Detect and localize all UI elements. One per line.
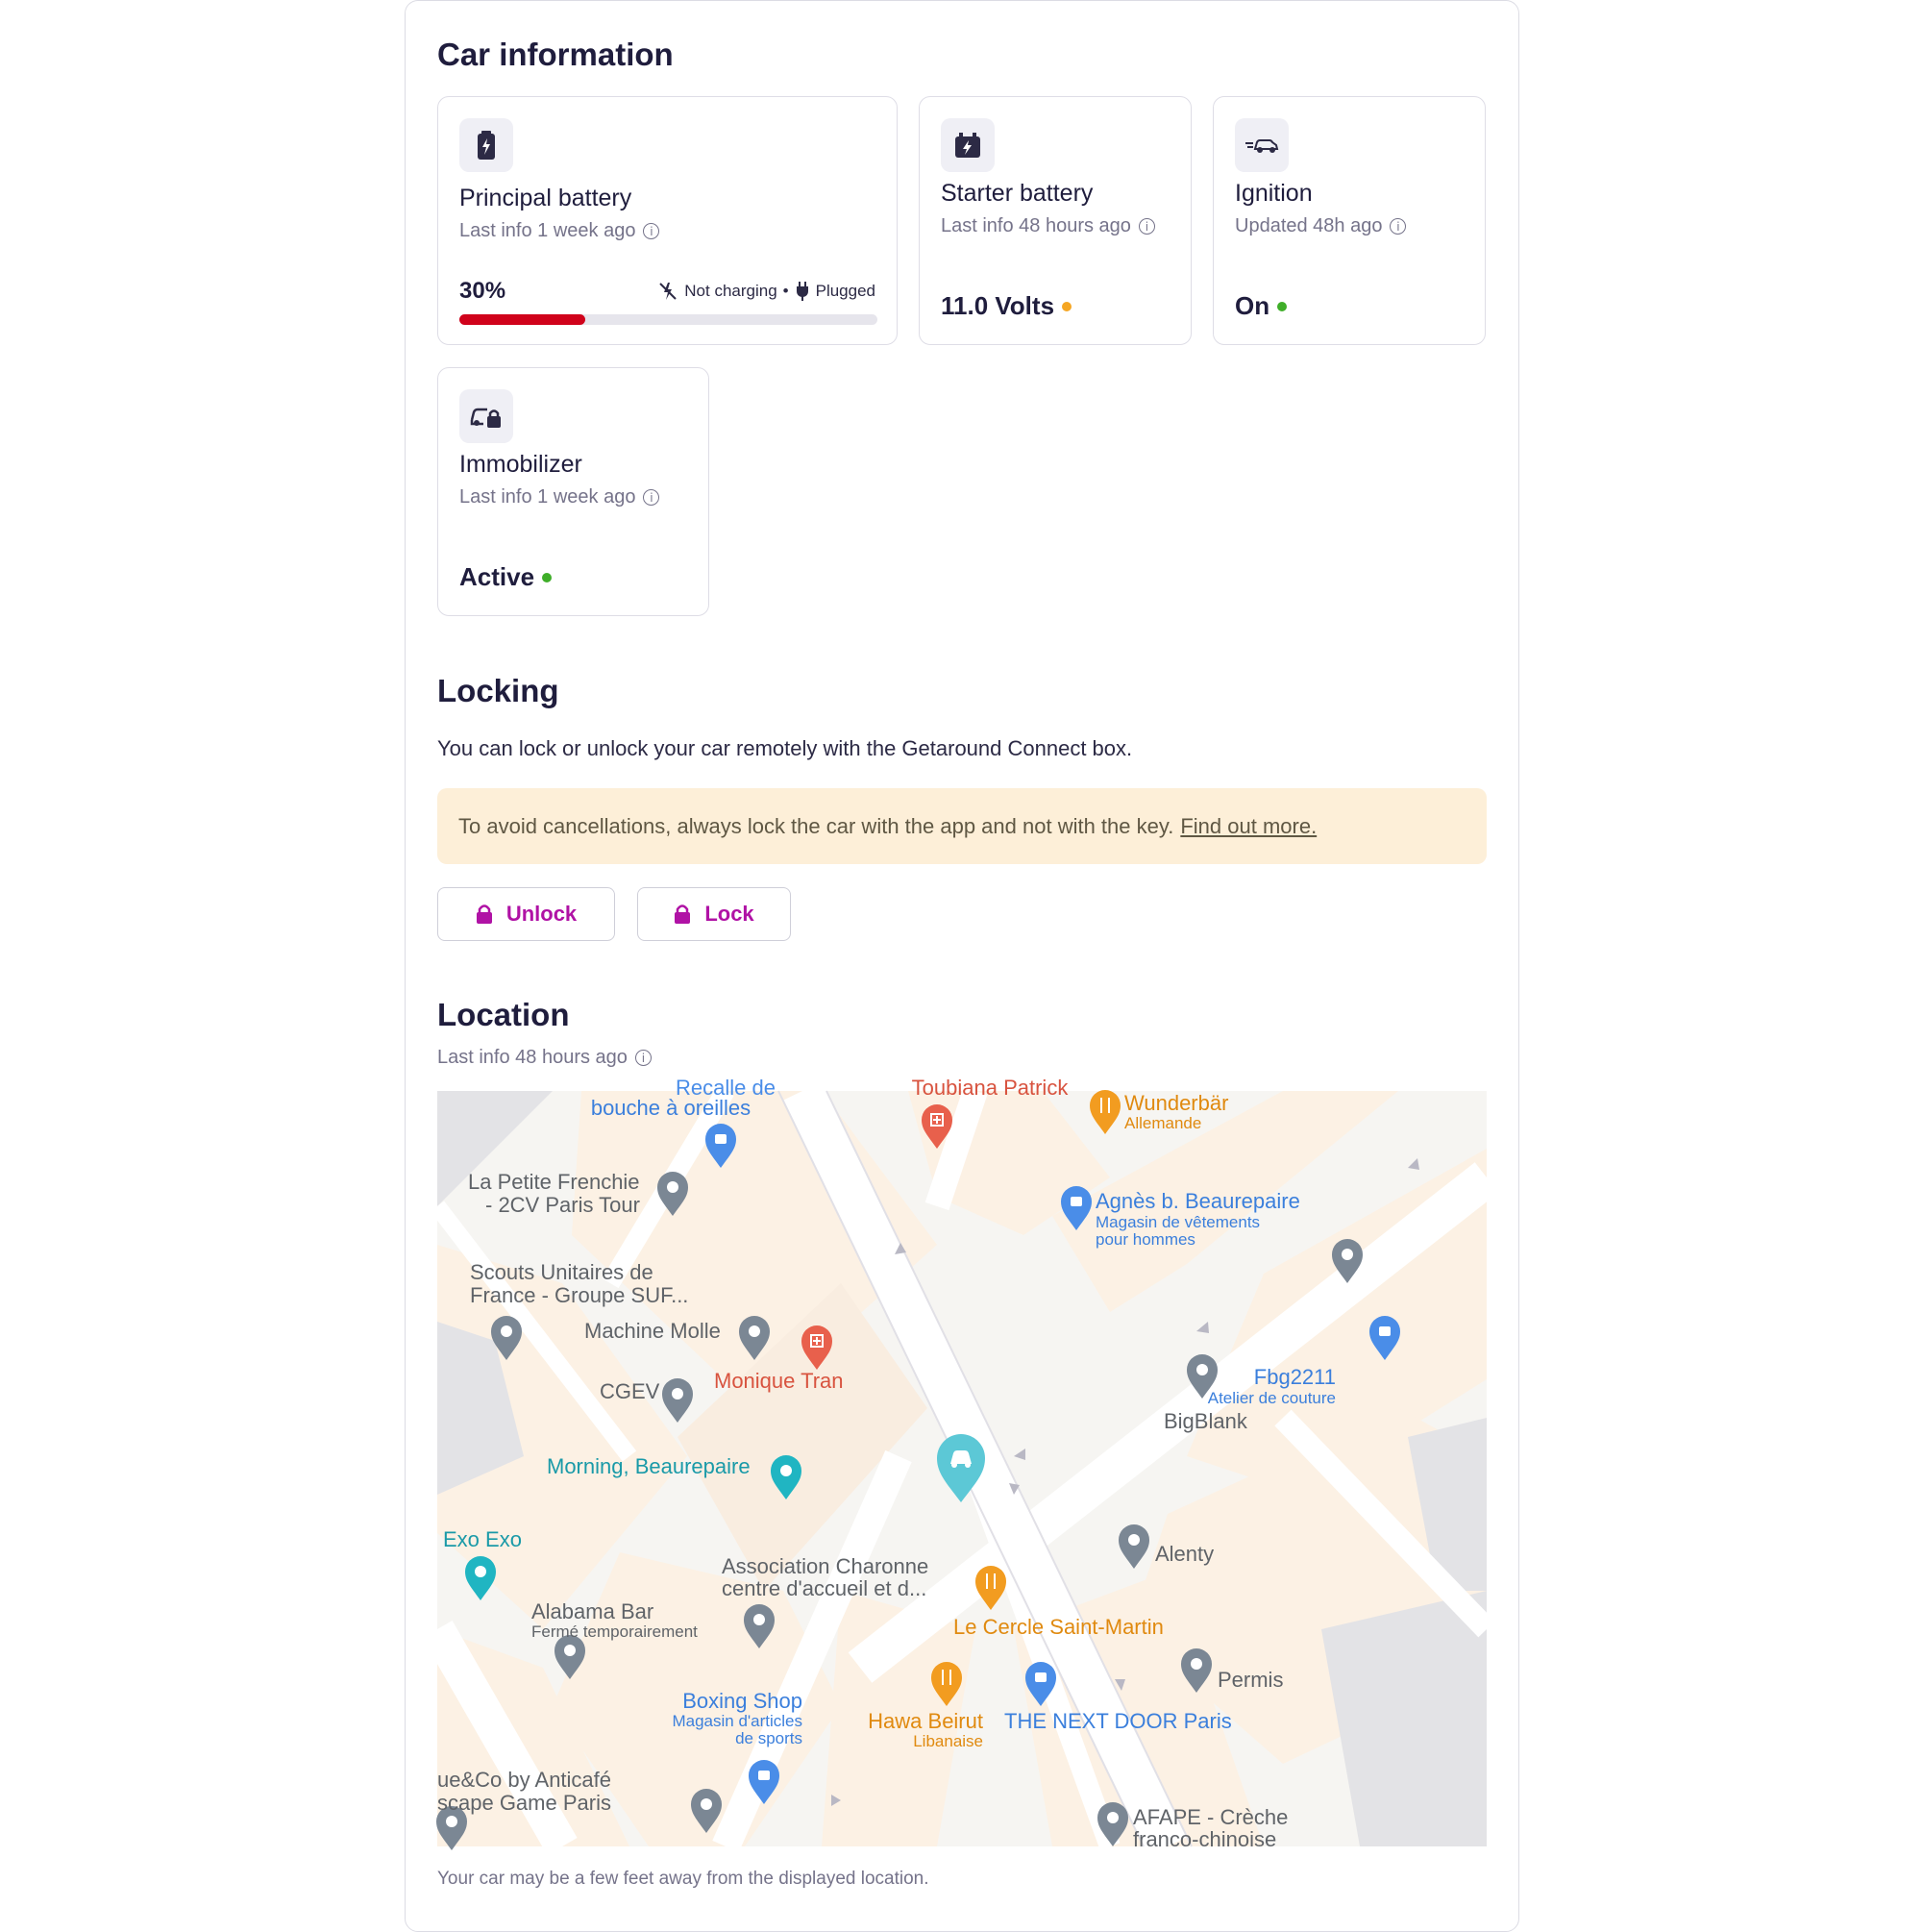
lock-label: Lock bbox=[704, 902, 754, 926]
info-icon[interactable]: i bbox=[635, 1050, 652, 1066]
immobilizer-state: Active bbox=[459, 562, 535, 591]
principal-battery-updated bbox=[459, 220, 659, 242]
starter-battery-card bbox=[919, 96, 1192, 345]
plug-icon bbox=[795, 281, 810, 302]
map-label-scouts-1: Scouts Unitaires de bbox=[470, 1260, 653, 1284]
map-label-agnes-3: pour hommes bbox=[1096, 1230, 1195, 1249]
map-label-petite-frenchie-1: La Petite Frenchie bbox=[468, 1170, 640, 1194]
starter-battery-value bbox=[941, 291, 1072, 321]
starter-battery-updated bbox=[941, 215, 1155, 237]
principal-battery-percent: 30% bbox=[459, 278, 506, 304]
lock-button[interactable] bbox=[637, 887, 791, 941]
map-label-fbg-sub: Atelier de couture bbox=[1207, 1389, 1336, 1407]
map-label-wunderbar: Wunderbär bbox=[1124, 1091, 1229, 1115]
map-label-exo: Exo Exo bbox=[443, 1527, 522, 1551]
unlock-label: Unlock bbox=[505, 902, 578, 926]
locking-heading: Locking bbox=[437, 673, 559, 708]
immobilizer-title: Immobilizer bbox=[459, 451, 582, 478]
map-label-fbg: Fbg2211 bbox=[1253, 1365, 1336, 1389]
ignition-card bbox=[1213, 96, 1486, 345]
map-label-petite-frenchie-2: - 2CV Paris Tour bbox=[485, 1193, 640, 1217]
map-label-wunderbar-sub: Allemande bbox=[1124, 1114, 1202, 1132]
unlock-button[interactable] bbox=[437, 887, 615, 941]
location-heading: Location bbox=[437, 997, 570, 1032]
info-icon[interactable]: i bbox=[643, 223, 659, 239]
map-label-alenty: Alenty bbox=[1155, 1542, 1215, 1566]
starter-battery-volts: 11.0 Volts bbox=[941, 291, 1055, 320]
map-label-nextdoor: THE NEXT DOOR Paris bbox=[1004, 1709, 1232, 1733]
starter-battery-icon bbox=[941, 118, 995, 172]
info-icon[interactable]: i bbox=[643, 489, 659, 506]
banner-text: To avoid cancellations, always lock the car with the app and not with the key. bbox=[458, 813, 1174, 838]
status-separator: • bbox=[782, 282, 789, 300]
ignition-updated-text: Updated 48h ago bbox=[1235, 215, 1383, 236]
map-label-machine-molle: Machine Molle bbox=[584, 1319, 721, 1343]
car-information-heading: Car information bbox=[437, 37, 674, 72]
map-label-bigblank: BigBlank bbox=[1164, 1409, 1247, 1433]
map-label-boxing: Boxing Shop bbox=[682, 1689, 802, 1713]
info-icon[interactable]: i bbox=[1139, 218, 1155, 235]
car-lock-icon bbox=[459, 389, 513, 443]
map-label-monique: Monique Tran bbox=[714, 1369, 844, 1393]
ignition-updated bbox=[1235, 215, 1406, 237]
map-label-alabama-sub: Fermé temporairement bbox=[531, 1622, 698, 1641]
map-label-alabama: Alabama Bar bbox=[531, 1599, 654, 1623]
map-label-scouts-2: France - Groupe SUF... bbox=[470, 1283, 689, 1307]
status-dot bbox=[1062, 302, 1072, 311]
map-label-boxing-sub-2: de sports bbox=[735, 1729, 802, 1747]
charging-status bbox=[657, 281, 875, 302]
map-label-afape-1: AFAPE - Crèche bbox=[1133, 1805, 1289, 1829]
map-label-afape-2: franco-chinoise bbox=[1133, 1827, 1277, 1851]
not-charging-label: Not charging bbox=[684, 282, 777, 300]
info-icon[interactable]: i bbox=[1390, 218, 1406, 235]
principal-battery-updated-text: Last info 1 week ago bbox=[459, 220, 636, 241]
not-charging-icon bbox=[657, 281, 678, 302]
status-dot bbox=[542, 573, 552, 582]
status-dot bbox=[1277, 302, 1287, 311]
starter-battery-title: Starter battery bbox=[941, 180, 1094, 207]
car-speed-icon bbox=[1235, 118, 1289, 172]
map-label-anticafe-2: scape Game Paris bbox=[437, 1791, 611, 1815]
locking-description: You can lock or unlock your car remotely with the Getaround Connect box. bbox=[437, 736, 1133, 760]
plugged-label: Plugged bbox=[815, 282, 875, 300]
ignition-state: On bbox=[1235, 291, 1270, 320]
map-label-assoc-2: centre d'accueil et d... bbox=[722, 1576, 927, 1600]
battery-level-fill bbox=[459, 314, 585, 325]
map-label-boxing-sub-1: Magasin d'articles bbox=[672, 1712, 802, 1730]
map-label-agnes-2: Magasin de vêtements bbox=[1096, 1213, 1261, 1231]
padlock-icon bbox=[674, 904, 691, 925]
map-label-anticafe-1: ue&Co by Anticafé bbox=[437, 1768, 612, 1792]
map-label-agnes-1: Agnès b. Beaurepaire bbox=[1096, 1189, 1300, 1213]
principal-battery-title: Principal battery bbox=[459, 185, 632, 211]
immobilizer-updated-text: Last info 1 week ago bbox=[459, 486, 636, 508]
battery-level-bar bbox=[459, 314, 877, 325]
map-label-morning: Morning, Beaurepaire bbox=[547, 1454, 751, 1478]
map-label-cercle: Le Cercle Saint-Martin bbox=[953, 1615, 1164, 1639]
location-footnote: Your car may be a few feet away from the displayed location. bbox=[437, 1869, 929, 1889]
starter-battery-updated-text: Last info 48 hours ago bbox=[941, 215, 1131, 236]
svg-text:Recalle de: Recalle de bbox=[676, 1076, 776, 1100]
padlock-icon bbox=[476, 904, 493, 925]
map-label-cgev: CGEV bbox=[600, 1379, 660, 1403]
location-updated bbox=[437, 1047, 652, 1069]
svg-text:Toubiana Patrick: Toubiana Patrick bbox=[911, 1076, 1069, 1100]
map-label-bouche: bouche à oreilles bbox=[590, 1096, 752, 1120]
lock-warning-banner bbox=[437, 788, 1487, 864]
map-label-hawa: Hawa Beirut bbox=[868, 1709, 983, 1733]
immobilizer-card bbox=[437, 367, 709, 616]
map-label-hawa-sub: Libanaise bbox=[913, 1732, 983, 1750]
map-label-permis: Permis bbox=[1218, 1668, 1284, 1692]
ignition-value bbox=[1235, 291, 1287, 321]
map-label-assoc-1: Association Charonne bbox=[722, 1554, 929, 1578]
find-out-more-link[interactable]: Find out more. bbox=[1180, 813, 1318, 838]
location-updated-text: Last info 48 hours ago bbox=[437, 1047, 628, 1068]
immobilizer-value bbox=[459, 562, 552, 592]
ignition-title: Ignition bbox=[1235, 180, 1313, 207]
immobilizer-updated bbox=[459, 486, 659, 508]
location-map[interactable] bbox=[437, 1076, 1487, 1851]
battery-icon bbox=[459, 118, 513, 172]
principal-battery-card bbox=[437, 96, 898, 345]
